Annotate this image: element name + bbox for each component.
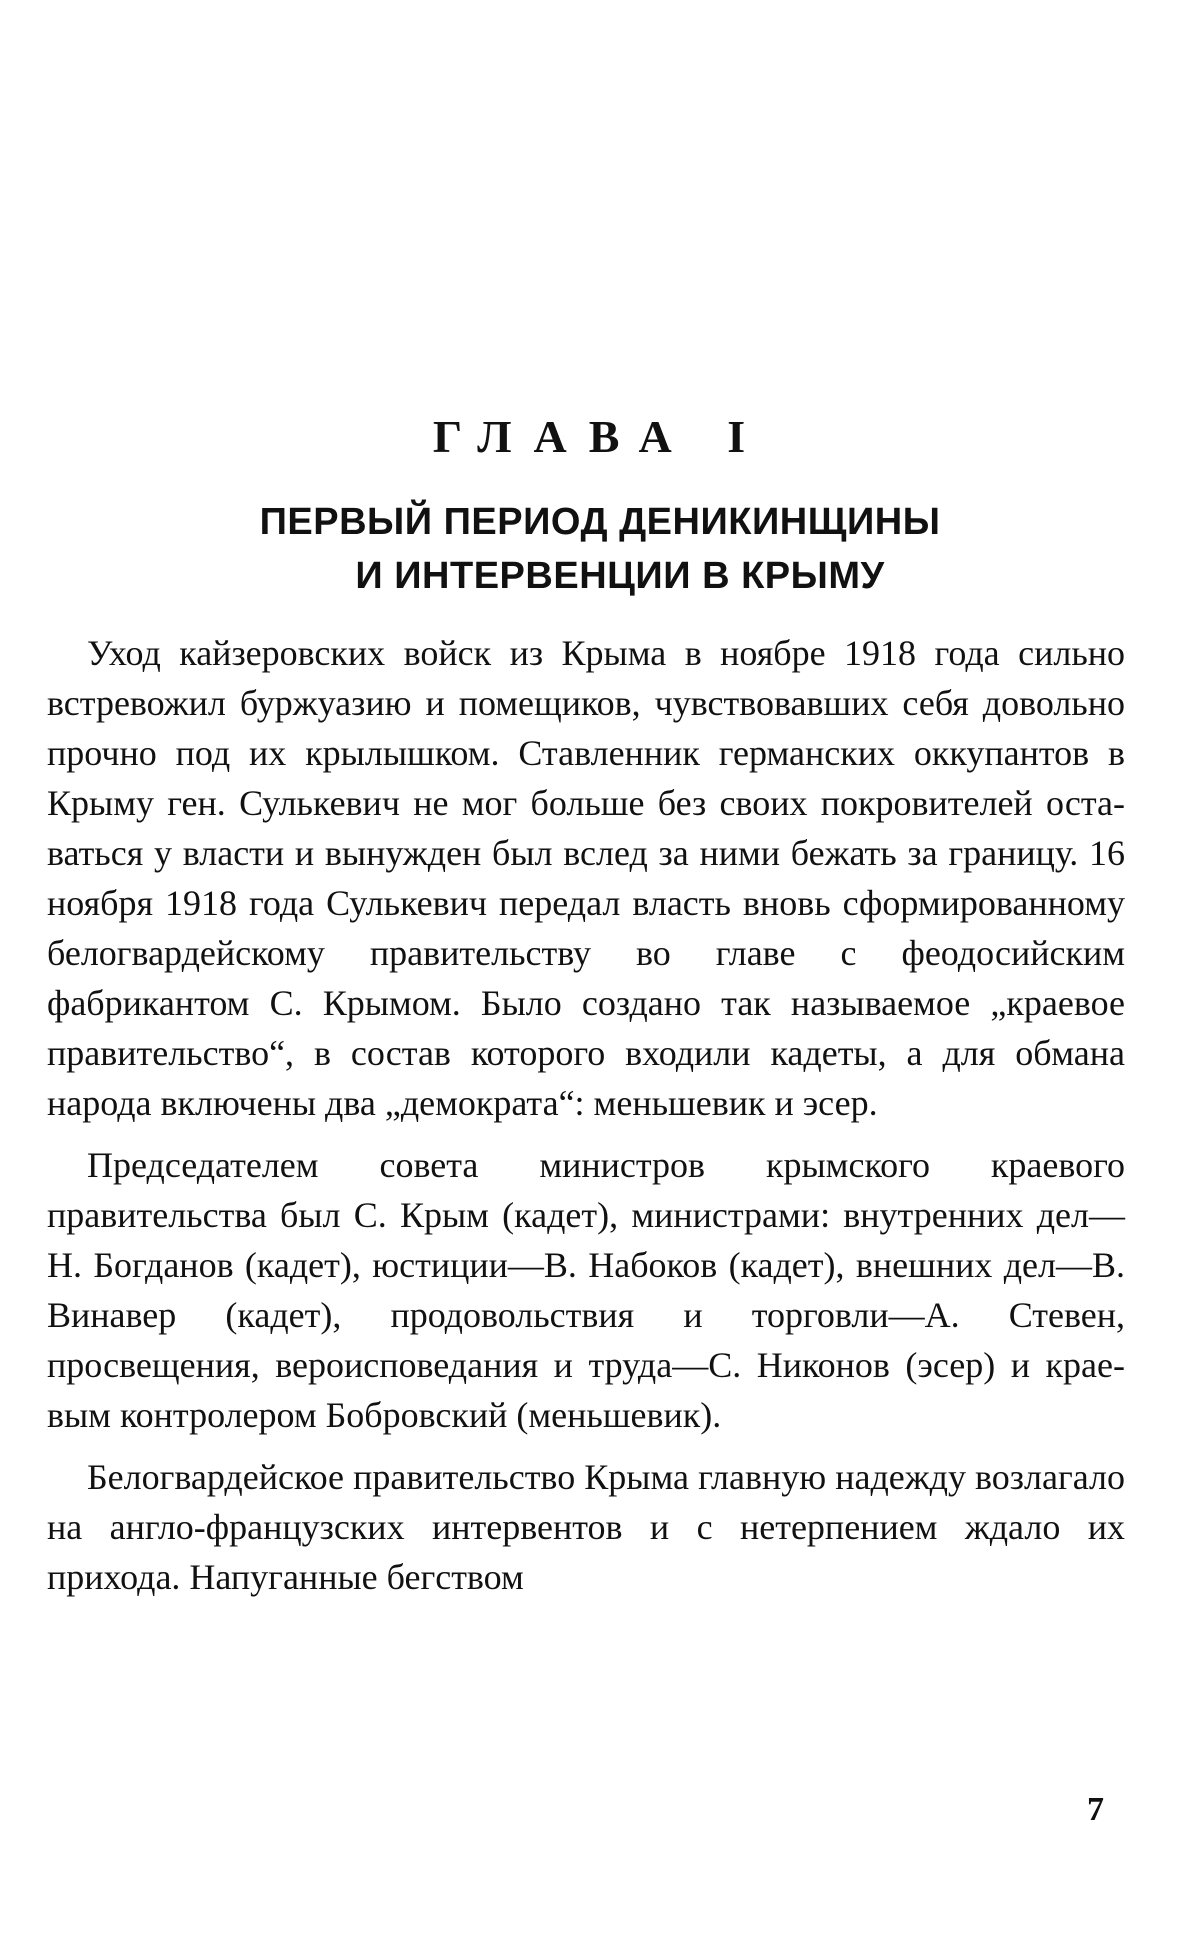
paragraph-2: Председателем совета министров крымского краевого правительства был С. Крым (кадет), министрами: внутренних дел—Н. Богданов (кадет), юстиции—В. Набоков (кадет), внешних дел—В. Винавер (кадет), продовольствия и торговли—А. Стевен, просвещения, вероисповедания и труда—С. Никонов (эсер) и краевым контролером Бобровский (меньшевик). xyxy=(47,1145,1125,1435)
chapter-title-line-2: И ИНТЕРВЕНЦИИ В КРЫМУ xyxy=(355,555,885,597)
chapter-body xyxy=(47,628,1125,1614)
chapter-title-line-1: ПЕРВЫЙ ПЕРИОД ДЕНИКИНЩИНЫ xyxy=(259,501,941,543)
chapter-title xyxy=(0,495,1200,603)
page-number: 7 xyxy=(1087,1791,1104,1828)
paragraph-3: Белогвардейское правительство Крыма главную надежду возлагало на англо-французских интервентов и с нетерпением ждало их прихода. Напуганные бегством xyxy=(47,1457,1125,1597)
chapter-heading: ГЛАВА I xyxy=(432,411,768,462)
paragraph-1: Уход кайзеровских войск из Крыма в ноябре 1918 года сильно встревожил буржуазию и помещиков, чувствовавших себя довольно прочно под их крылышком. Ставленник германских оккупантов в Крыму ген. Сулькевич не мог больше без своих покровителей оставаться у власти и вынужден был вслед за ними бежать за границу. 16 ноября 1918 года Сулькевич передал власть вновь сформированному белогвардейскому правительству во главе с феодосийским фабрикантом С. Крымом. Было создано так называемое „краевое правительство“, в состав которого входили кадеты, а для обмана народа включены два „демократа“: меньшевик и эсер. xyxy=(47,633,1125,1123)
